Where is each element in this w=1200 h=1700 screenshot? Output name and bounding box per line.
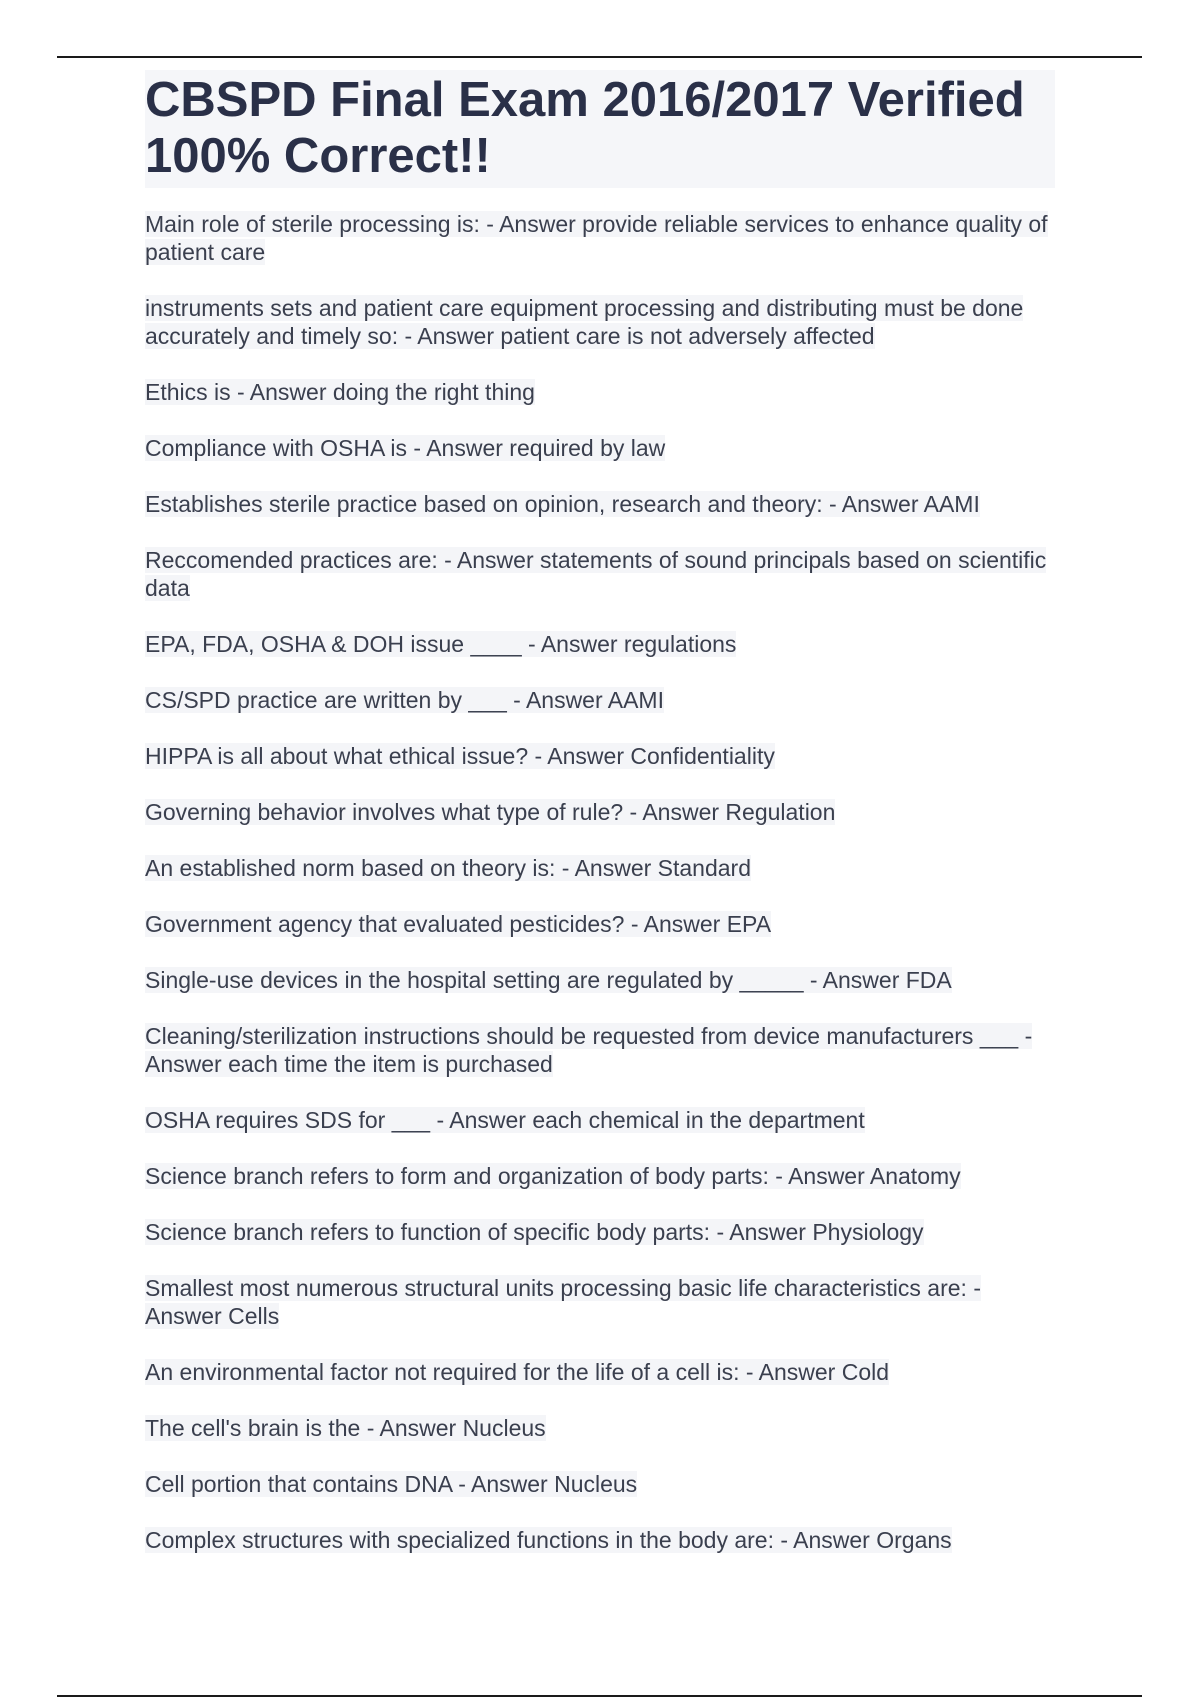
qa-text: CS/SPD practice are written by ___ - Answer AAMI [145, 687, 664, 713]
qa-item [145, 742, 1055, 770]
qa-text: Cell portion that contains DNA - Answer Nucleus [145, 1471, 638, 1497]
qa-item [145, 294, 1055, 350]
qa-item [145, 1274, 1055, 1330]
qa-list [145, 210, 1055, 1554]
qa-text: Compliance with OSHA is - Answer required by law [145, 435, 666, 461]
qa-item [145, 1358, 1055, 1386]
qa-item [145, 1162, 1055, 1190]
qa-item [145, 798, 1055, 826]
qa-text: Establishes sterile practice based on opinion, research and theory: - Answer AAMI [145, 491, 980, 517]
qa-text: The cell's brain is the - Answer Nucleus [145, 1415, 546, 1441]
qa-text: Governing behavior involves what type of rule? - Answer Regulation [145, 799, 836, 825]
bottom-rule [57, 1695, 1142, 1697]
title-block [145, 70, 1055, 188]
qa-item [145, 630, 1055, 658]
qa-text: Science branch refers to form and organization of body parts: - Answer Anatomy [145, 1163, 961, 1189]
qa-text: HIPPA is all about what ethical issue? - Answer Confidentiality [145, 743, 775, 769]
qa-text: Ethics is - Answer doing the right thing [145, 379, 535, 405]
qa-item [145, 910, 1055, 938]
top-rule [57, 56, 1142, 58]
qa-item [145, 1526, 1055, 1554]
qa-text: instruments sets and patient care equipment processing and distributing must be done accurately and timely so: - Answer patient care is not adversely affected [145, 295, 1024, 349]
document-page [145, 70, 1055, 1582]
qa-text: EPA, FDA, OSHA & DOH issue ____ - Answer regulations [145, 631, 737, 657]
qa-item [145, 686, 1055, 714]
qa-text: Smallest most numerous structural units processing basic life characteristics are: - Answer Cells [145, 1275, 981, 1329]
qa-item [145, 854, 1055, 882]
qa-text: Reccomended practices are: - Answer statements of sound principals based on scientific data [145, 547, 1047, 601]
qa-item [145, 1470, 1055, 1498]
qa-text: Cleaning/sterilization instructions should be requested from device manufacturers ___ - Answer each time the item is purchased [145, 1023, 1033, 1077]
qa-text: OSHA requires SDS for ___ - Answer each chemical in the department [145, 1107, 865, 1133]
qa-text: Single-use devices in the hospital setting are regulated by _____ - Answer FDA [145, 967, 952, 993]
qa-text: An environmental factor not required for the life of a cell is: - Answer Cold [145, 1359, 890, 1385]
qa-text: Science branch refers to function of specific body parts: - Answer Physiology [145, 1219, 924, 1245]
qa-item [145, 1414, 1055, 1442]
qa-text: Main role of sterile processing is: - Answer provide reliable services to enhance quality of patient care [145, 211, 1048, 265]
qa-item [145, 210, 1055, 266]
qa-item [145, 378, 1055, 406]
document-title: CBSPD Final Exam 2016/2017 Verified 100% Correct!! [145, 73, 1025, 183]
qa-item [145, 490, 1055, 518]
qa-item [145, 1106, 1055, 1134]
qa-text: Complex structures with specialized functions in the body are: - Answer Organs [145, 1527, 952, 1553]
qa-item [145, 1218, 1055, 1246]
qa-item [145, 546, 1055, 602]
qa-item [145, 966, 1055, 994]
qa-text: Government agency that evaluated pesticides? - Answer EPA [145, 911, 772, 937]
qa-text: An established norm based on theory is: - Answer Standard [145, 855, 752, 881]
qa-item [145, 1022, 1055, 1078]
qa-item [145, 434, 1055, 462]
